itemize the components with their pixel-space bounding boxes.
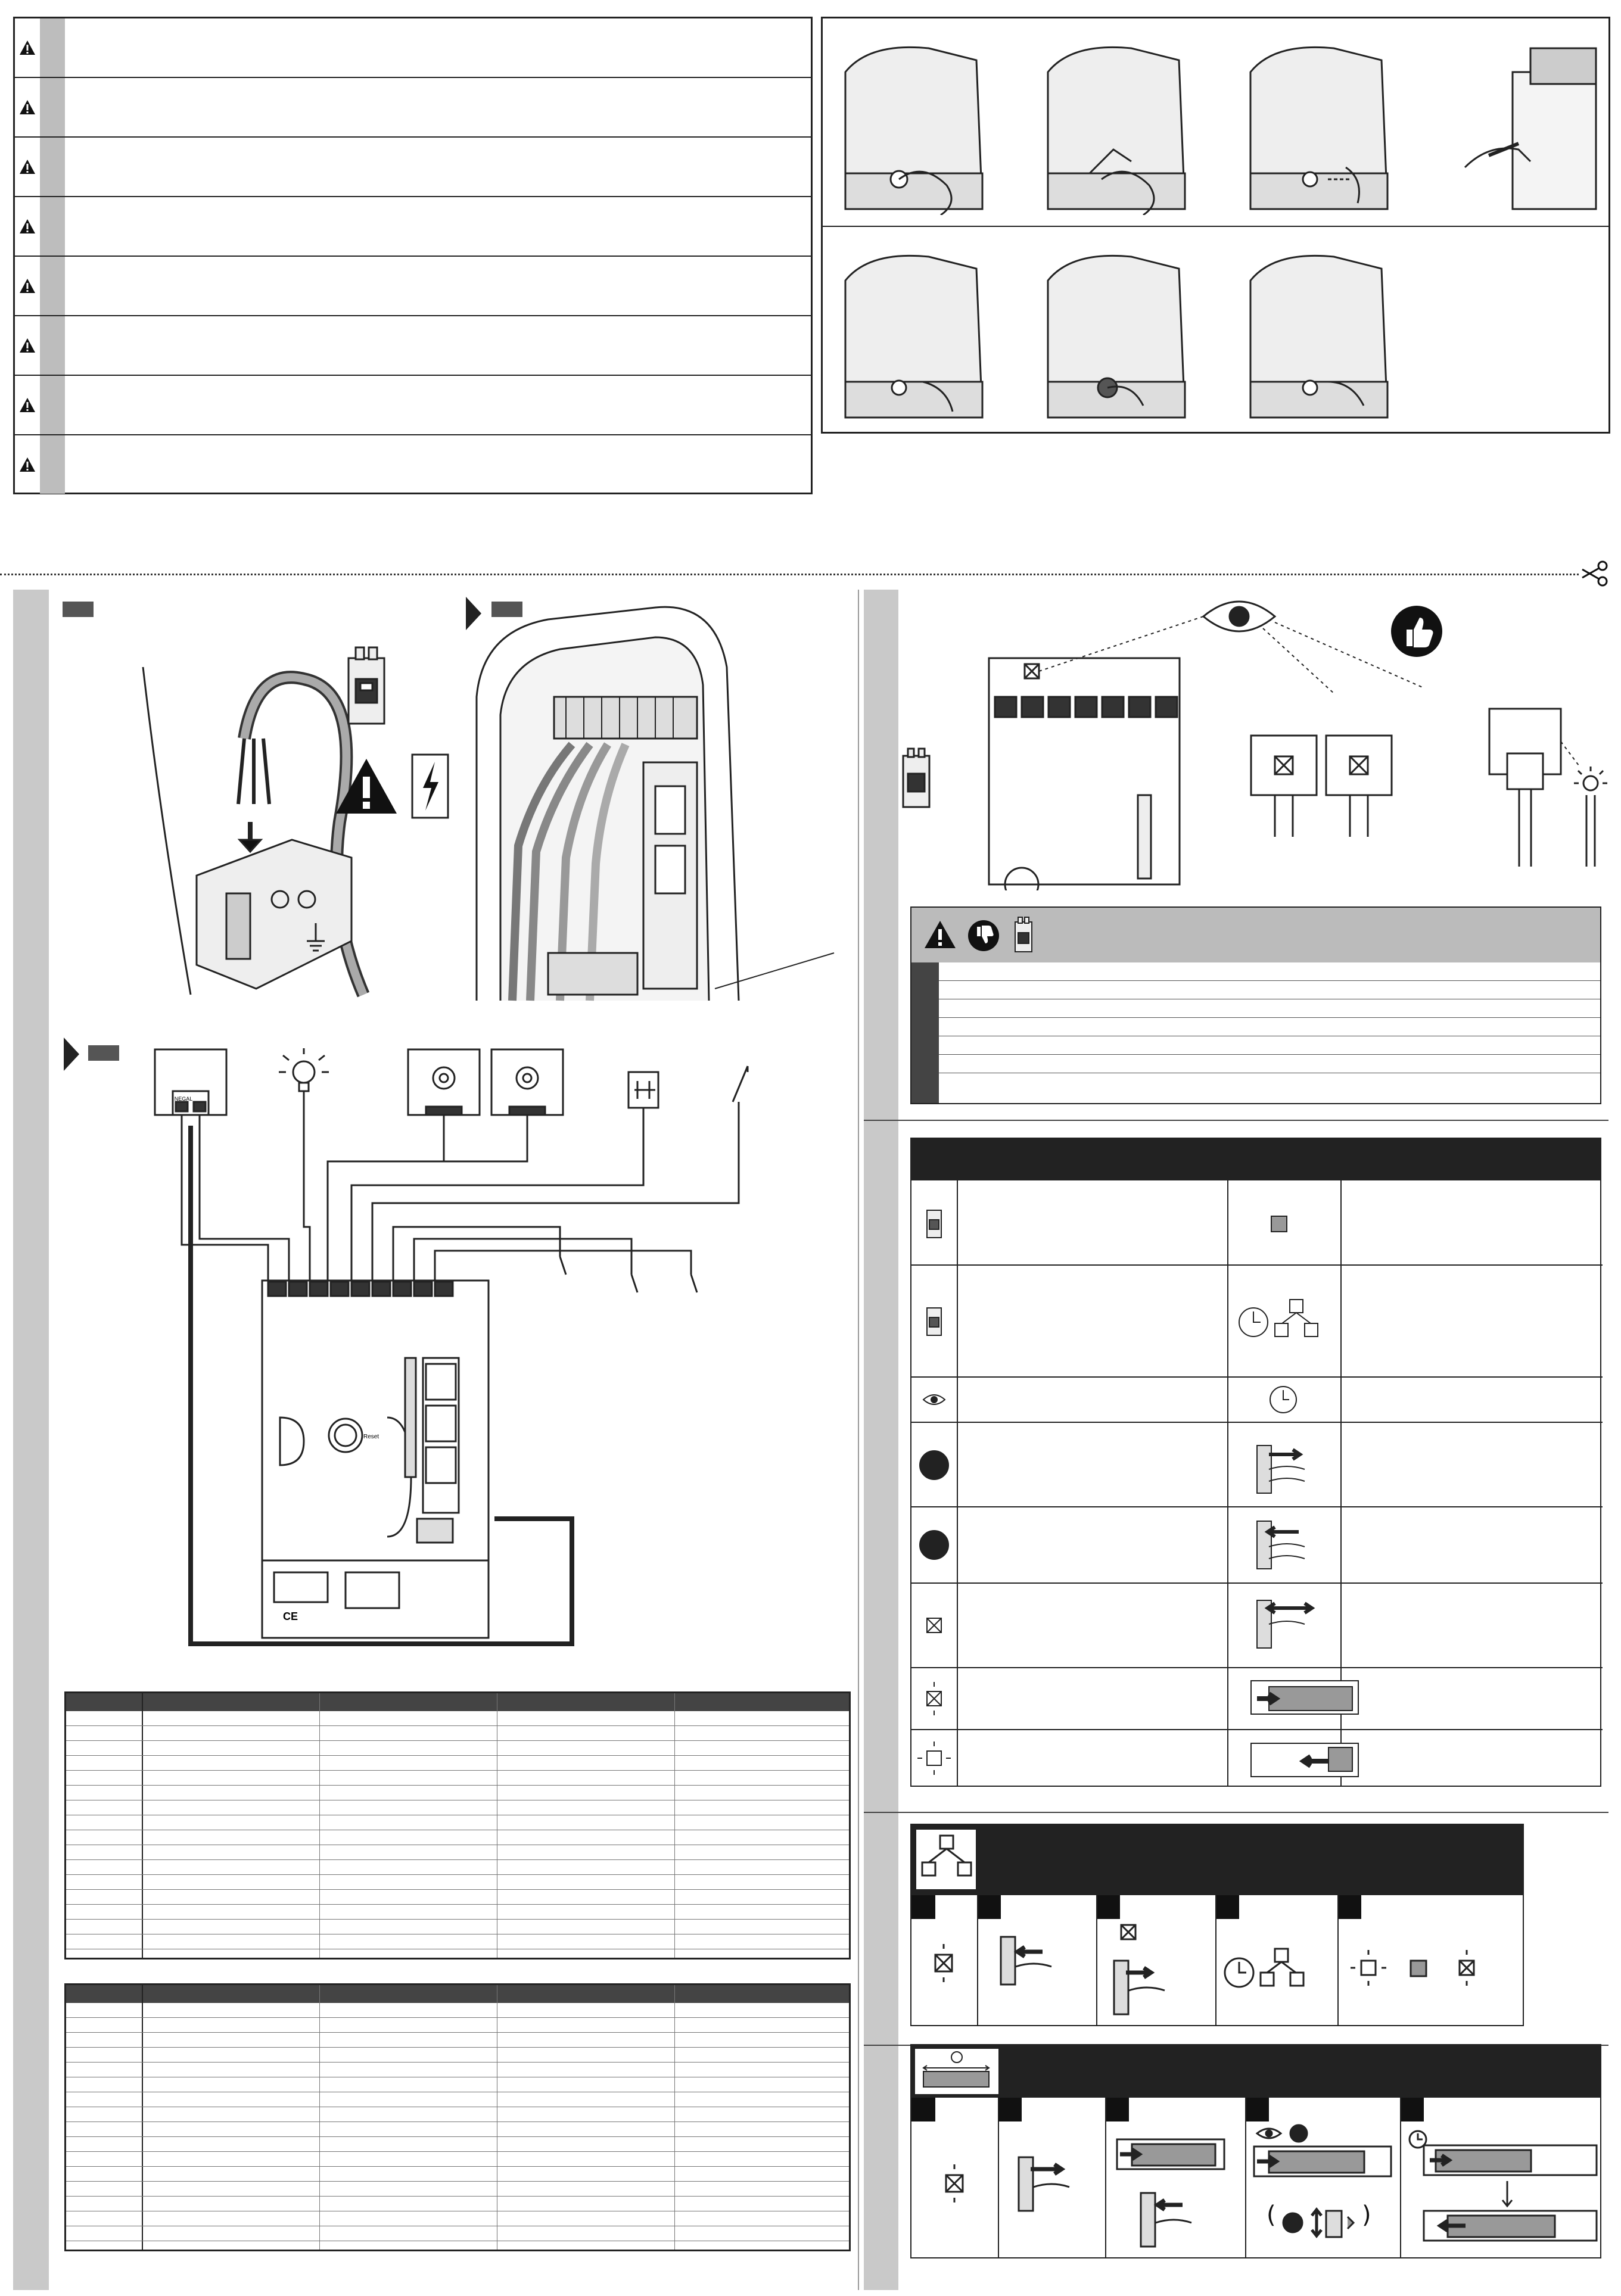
table-row	[66, 2211, 849, 2226]
thumbs-up-icon	[1390, 605, 1443, 658]
step-marker-1	[63, 602, 94, 617]
auto-learn-icon	[916, 1830, 976, 1889]
bus-label: NEGAL	[174, 1096, 193, 1102]
right-page-strip	[864, 590, 898, 2290]
parameters-table-1	[64, 1691, 851, 1959]
warning-triangle-icon	[15, 78, 40, 136]
warning-list	[13, 17, 813, 494]
ce-mark: CE	[283, 1610, 298, 1622]
reset-label: Reset	[363, 1434, 379, 1440]
circuit-breaker-icon	[900, 747, 933, 813]
table-row	[939, 981, 1600, 999]
paren-close: )	[1362, 2201, 1371, 2229]
parameters-table-2	[64, 1983, 851, 2251]
table-row	[939, 962, 1600, 981]
table-row	[66, 1711, 849, 1726]
table-row	[939, 999, 1600, 1018]
table-row	[66, 1756, 849, 1771]
table-row	[66, 2033, 849, 2048]
scissors-icon	[1580, 560, 1610, 587]
stroke-learning-table	[910, 2044, 1601, 2258]
warning-triangle-icon	[15, 376, 40, 434]
table-row	[66, 1741, 849, 1756]
table-row	[66, 1815, 849, 1830]
warning-triangle-icon	[15, 316, 40, 375]
troubleshoot-table	[910, 906, 1601, 1104]
warning-triangle-icon	[15, 18, 40, 77]
right-page-divider	[864, 1120, 1608, 1121]
check-illustration	[900, 593, 1608, 890]
table-row	[66, 2152, 849, 2167]
warning-row	[15, 257, 811, 316]
control-box-wiring-illustration	[465, 596, 846, 1007]
table-row	[66, 1890, 849, 1905]
led-status-rows	[911, 1180, 1603, 1788]
table-row	[66, 2137, 849, 2152]
table-row	[66, 1875, 849, 1890]
warning-row	[15, 197, 811, 257]
table-row	[66, 2063, 849, 2077]
table-row	[66, 2122, 849, 2137]
stroke-learning-steps	[911, 2121, 1603, 2258]
warning-triangle-icon	[15, 197, 40, 256]
warning-triangle-icon	[923, 920, 957, 949]
table-row	[66, 1920, 849, 1934]
warning-row	[15, 376, 811, 435]
table-row	[66, 2092, 849, 2107]
table-row	[66, 2197, 849, 2211]
warning-row	[15, 316, 811, 376]
table-row	[66, 2182, 849, 2197]
right-page-divider	[864, 1812, 1608, 1813]
wiring-diagram	[83, 1048, 858, 1662]
warning-row	[15, 18, 811, 78]
warning-triangle-icon	[15, 435, 40, 494]
eye-icon	[1209, 608, 1233, 631]
table-row	[66, 1860, 849, 1875]
warning-row	[15, 138, 811, 197]
power-connection-illustration	[137, 643, 471, 1001]
table-row	[939, 1018, 1600, 1036]
table-row	[66, 2107, 849, 2122]
table-row	[939, 1036, 1600, 1055]
learning-procedure-table	[910, 1824, 1524, 2026]
warning-row	[15, 435, 811, 494]
cut-line	[0, 574, 1579, 575]
table-row	[66, 1845, 849, 1860]
table-row	[939, 1073, 1600, 1091]
table-row	[66, 1800, 849, 1815]
table-row	[66, 1786, 849, 1800]
release-steps-row1	[833, 36, 1608, 215]
warning-triangle-icon	[15, 257, 40, 315]
thumbs-down-icon	[967, 920, 1000, 952]
release-steps-row2	[833, 245, 1608, 423]
warning-triangle-icon	[334, 756, 399, 816]
table-row	[66, 1905, 849, 1920]
circuit-breaker-icon	[343, 646, 390, 736]
table-row	[66, 1771, 849, 1786]
led-status-table	[910, 1138, 1601, 1787]
table-row	[939, 1055, 1600, 1073]
lightning-bolt-icon	[411, 753, 449, 819]
left-page-strip	[13, 590, 49, 2290]
gate-stroke-icon	[915, 2049, 998, 2094]
table-row	[66, 2167, 849, 2182]
table-row	[66, 1726, 849, 1741]
circuit-breaker-icon	[1013, 916, 1034, 954]
table-row	[66, 2048, 849, 2063]
table-row	[66, 2003, 849, 2018]
learning-steps	[911, 1919, 1525, 2026]
table-row	[66, 1830, 849, 1845]
table-row	[66, 2018, 849, 2033]
table-row	[66, 2077, 849, 2092]
table-row	[66, 1934, 849, 1949]
paren-open: (	[1267, 2201, 1276, 2229]
manual-release-panel	[821, 17, 1610, 434]
warning-row	[15, 78, 811, 138]
table-row	[66, 2226, 849, 2241]
warning-triangle-icon	[15, 138, 40, 196]
step-arrow-3	[63, 1036, 80, 1072]
